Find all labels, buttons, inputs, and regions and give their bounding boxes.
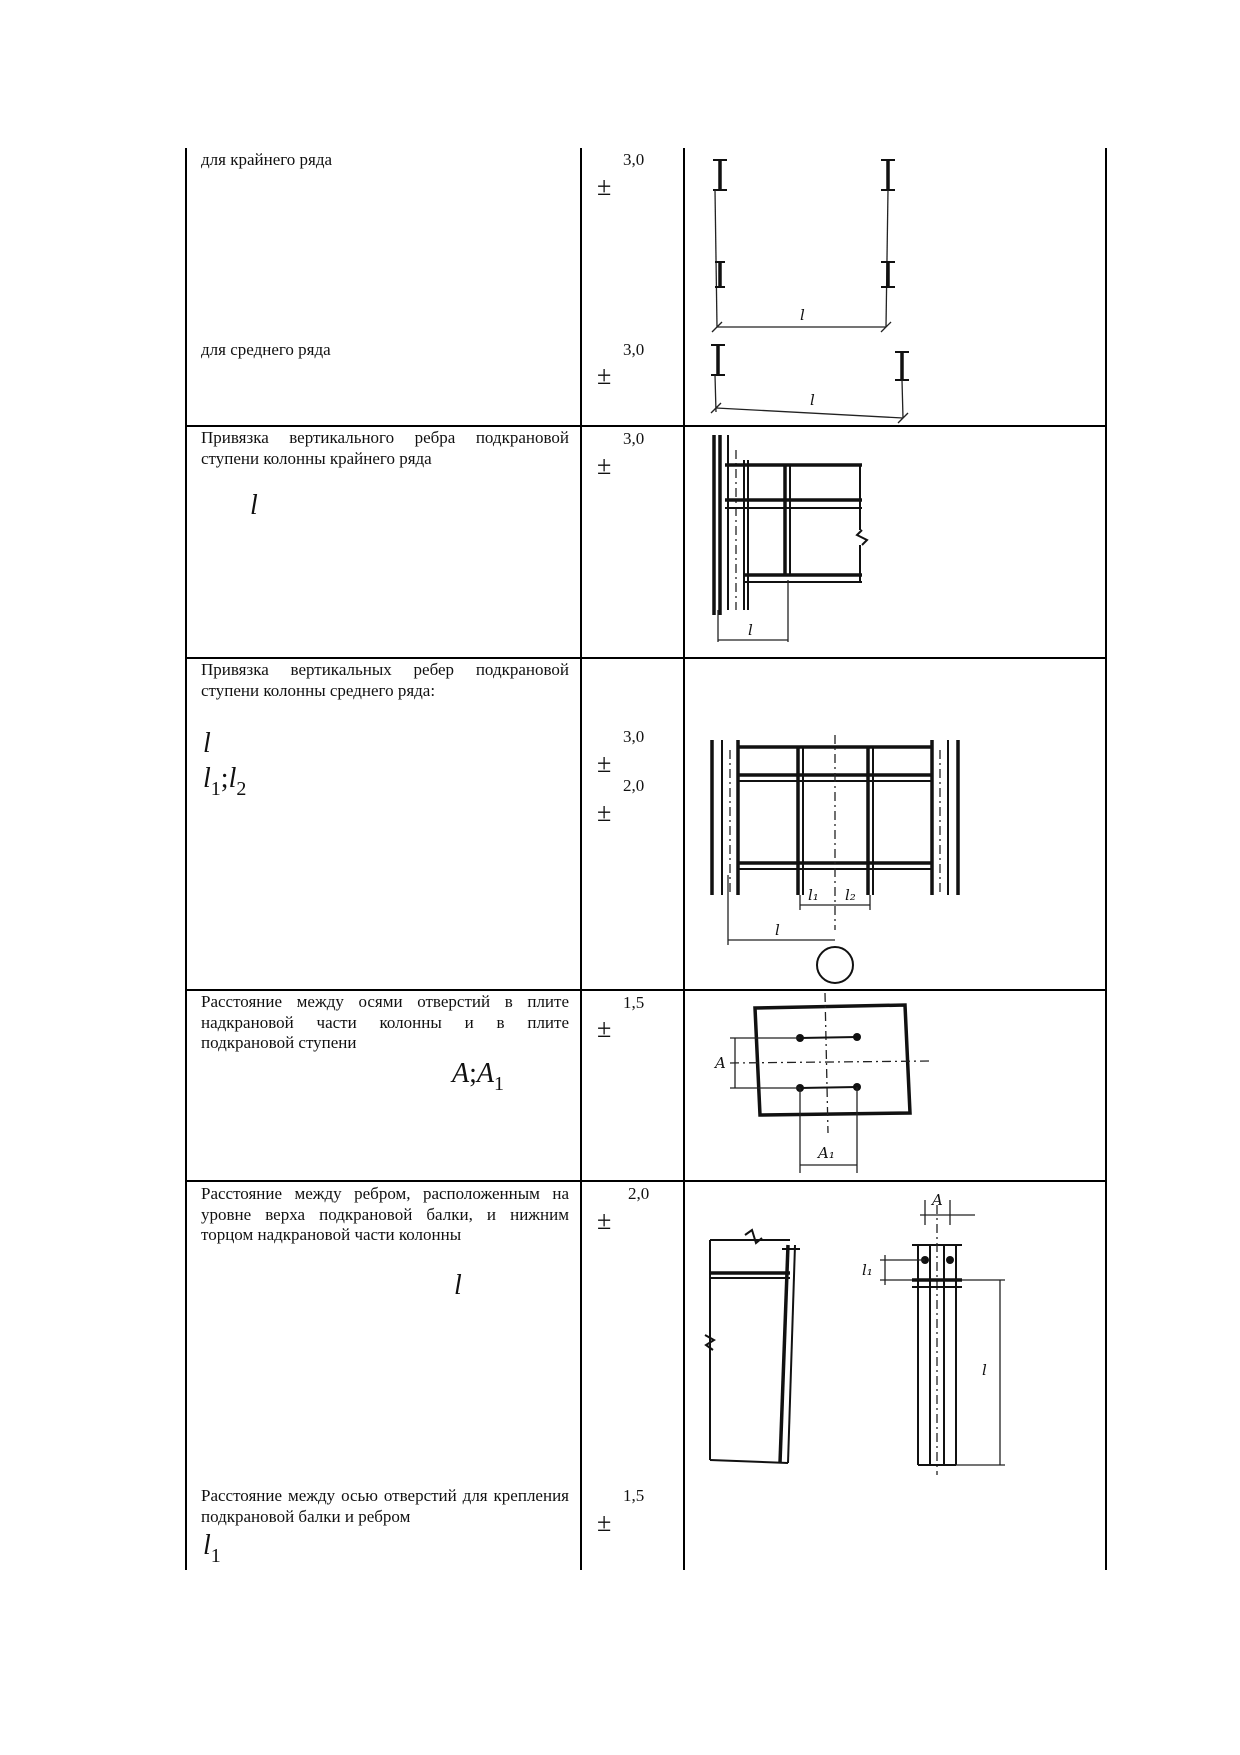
- symbol-subscript: 1: [494, 1073, 504, 1095]
- symbol-l: l: [250, 490, 258, 521]
- figure-middle-column-crane-step: [700, 735, 980, 985]
- dimension-label: l₁: [862, 1261, 873, 1279]
- row-divider: [185, 657, 1107, 659]
- row-description: для среднего ряда: [201, 340, 331, 359]
- symbol-l1-l2: [203, 763, 247, 800]
- symbol-A-A1: [452, 1058, 504, 1095]
- symbol-l1: [203, 1530, 221, 1567]
- figure-outer-column-crane-step: [700, 430, 880, 650]
- table-border-left: [185, 148, 187, 1570]
- tolerance-value: 2,0: [628, 1184, 650, 1203]
- symbol-base: A: [452, 1058, 470, 1089]
- plus-minus-sign: ±: [597, 172, 612, 201]
- symbol-subscript: 1: [210, 1545, 221, 1567]
- symbol-separator: ;: [220, 763, 229, 794]
- dimension-label: A: [932, 1191, 943, 1209]
- row-description: для крайнего ряда: [201, 150, 333, 169]
- plus-minus-sign: ±: [597, 361, 612, 390]
- table-divider-1: [580, 148, 582, 1570]
- plus-minus-sign: ±: [597, 1508, 612, 1537]
- figure-outer-row-columns: [700, 152, 920, 332]
- plus-minus-sign: ±: [597, 798, 612, 827]
- row-description: Расстояние между осью отверстий для крепления подкрановой балки и ребром: [201, 1486, 569, 1526]
- tolerance-value: 3,0: [623, 727, 645, 746]
- symbol-subscript: 2: [236, 778, 247, 800]
- row-description: Расстояние между ребром, расположенным на уровне верха подкрановой балки, и нижним торцом надкрановой части колонны: [201, 1184, 569, 1244]
- row-description: Расстояние между осями отверстий в плите надкрановой части колонны и в плите подкрановой ступени: [201, 992, 569, 1052]
- plus-minus-sign: ±: [597, 1014, 612, 1043]
- tolerance-value: 3,0: [623, 429, 645, 448]
- dimension-label: l₁: [808, 886, 819, 904]
- figure-rib-to-end-distance: [700, 1185, 1020, 1485]
- table-border-right: [1105, 148, 1107, 1570]
- figure-middle-row-columns: [700, 340, 930, 430]
- table-divider-2: [683, 148, 685, 1570]
- symbol-l: l: [454, 1270, 462, 1301]
- plus-minus-sign: ±: [597, 451, 612, 480]
- symbol-base: A: [476, 1058, 494, 1089]
- dimension-label: l: [775, 921, 780, 939]
- symbol-subscript: 1: [210, 778, 221, 800]
- tolerance-value: 1,5: [623, 993, 645, 1012]
- symbol-l: l: [203, 728, 211, 759]
- row-divider: [185, 989, 1107, 991]
- tolerance-value: 2,0: [623, 776, 645, 795]
- symbol-separator: ;: [469, 1058, 477, 1089]
- row-divider: [185, 425, 1107, 427]
- symbol-base: l: [203, 1530, 211, 1561]
- plus-minus-sign: ±: [597, 1206, 612, 1235]
- figure-plate-hole-spacing: [700, 993, 940, 1178]
- dimension-label: l: [748, 621, 753, 639]
- dimension-label: A₁: [818, 1144, 835, 1162]
- dimension-label: l: [810, 391, 815, 409]
- row-divider: [185, 1180, 1107, 1182]
- row-description: Привязка вертикальных ребер подкрановой ступени колонны среднего ряда:: [201, 660, 569, 700]
- tolerance-value: 3,0: [623, 150, 645, 169]
- symbol-base: l: [228, 763, 237, 794]
- tolerance-value: 3,0: [623, 340, 645, 359]
- symbol-base: l: [203, 763, 211, 794]
- tolerance-value: 1,5: [623, 1486, 645, 1505]
- dimension-label: l₂: [845, 886, 856, 904]
- plus-minus-sign: ±: [597, 749, 612, 778]
- dimension-label: A: [715, 1054, 726, 1072]
- dimension-label: l: [982, 1361, 987, 1379]
- dimension-label: l: [800, 306, 805, 324]
- row-description: Привязка вертикального ребра подкрановой ступени колонны крайнего ряда: [201, 428, 569, 468]
